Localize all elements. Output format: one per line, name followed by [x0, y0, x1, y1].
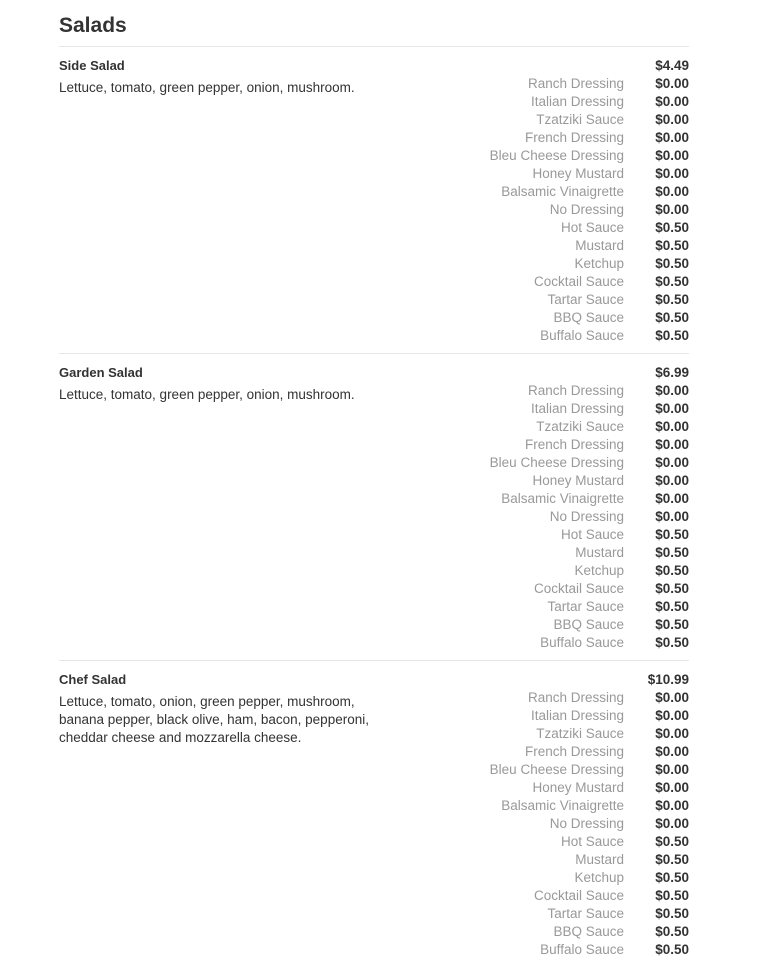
option-price: $0.50 — [655, 924, 689, 939]
option-price: $0.50 — [655, 292, 689, 307]
option-name: Ranch Dressing — [527, 76, 624, 91]
option-row[interactable] — [479, 201, 689, 219]
option-name: Italian Dressing — [530, 401, 624, 416]
option-row[interactable] — [479, 851, 689, 869]
option-row[interactable] — [479, 165, 689, 183]
option-price: $0.50 — [655, 238, 689, 253]
item-spacer — [59, 652, 689, 660]
option-row[interactable] — [479, 544, 689, 562]
menu-item-options — [479, 75, 689, 345]
option-name: Ketchup — [574, 563, 624, 578]
option-name: Honey Mustard — [532, 473, 624, 488]
menu-item-options — [479, 689, 689, 959]
menu-item-price: $10.99 — [647, 672, 689, 687]
option-row[interactable] — [479, 418, 689, 436]
option-name: Italian Dressing — [530, 94, 624, 109]
option-row[interactable] — [479, 327, 689, 345]
option-name: Buffalo Sauce — [540, 942, 624, 957]
option-price: $0.50 — [655, 888, 689, 903]
option-price: $0.50 — [655, 852, 689, 867]
option-name: Bleu Cheese Dressing — [489, 455, 624, 470]
option-price: $0.00 — [655, 437, 689, 452]
option-price: $0.00 — [655, 166, 689, 181]
option-row[interactable] — [479, 815, 689, 833]
option-name: Tartar Sauce — [547, 906, 624, 921]
option-price: $0.50 — [655, 599, 689, 614]
option-row[interactable] — [479, 779, 689, 797]
option-price: $0.50 — [655, 870, 689, 885]
option-name: BBQ Sauce — [553, 310, 624, 325]
option-name: Honey Mustard — [532, 780, 624, 795]
option-row[interactable] — [479, 869, 689, 887]
option-price: $0.00 — [655, 509, 689, 524]
menu-page — [59, 0, 689, 967]
option-price: $0.50 — [655, 617, 689, 632]
option-price: $0.00 — [655, 419, 689, 434]
option-price: $0.00 — [655, 184, 689, 199]
option-price: $0.00 — [655, 491, 689, 506]
option-row[interactable] — [479, 490, 689, 508]
menu-item[interactable] — [59, 353, 689, 660]
option-row[interactable] — [479, 291, 689, 309]
option-row[interactable] — [479, 111, 689, 129]
option-name: Mustard — [575, 852, 624, 867]
option-row[interactable] — [479, 887, 689, 905]
option-row[interactable] — [479, 472, 689, 490]
menu-item[interactable] — [59, 46, 689, 353]
option-row[interactable] — [479, 273, 689, 291]
option-price: $0.00 — [655, 816, 689, 831]
option-row[interactable] — [479, 129, 689, 147]
option-price: $0.00 — [655, 94, 689, 109]
option-name: No Dressing — [549, 816, 624, 831]
menu-item-name[interactable]: Garden Salad — [59, 365, 143, 380]
option-row[interactable] — [479, 526, 689, 544]
option-price: $0.00 — [655, 455, 689, 470]
option-price: $0.50 — [655, 274, 689, 289]
option-name: Italian Dressing — [530, 708, 624, 723]
option-name: Mustard — [575, 238, 624, 253]
option-row[interactable] — [479, 219, 689, 237]
option-name: Buffalo Sauce — [540, 328, 624, 343]
option-row[interactable] — [479, 382, 689, 400]
option-row[interactable] — [479, 707, 689, 725]
option-row[interactable] — [479, 508, 689, 526]
option-row[interactable] — [479, 634, 689, 652]
option-row[interactable] — [479, 562, 689, 580]
menu-item-name[interactable]: Side Salad — [59, 58, 125, 73]
menu-item-description: Lettuce, tomato, green pepper, onion, mushroom. — [59, 80, 355, 95]
option-price: $0.00 — [655, 780, 689, 795]
menu-item-options — [479, 382, 689, 652]
option-name: BBQ Sauce — [553, 617, 624, 632]
option-price: $0.00 — [655, 473, 689, 488]
option-price: $0.00 — [655, 798, 689, 813]
option-row[interactable] — [479, 255, 689, 273]
option-price: $0.00 — [655, 690, 689, 705]
menu-item-header — [59, 57, 689, 75]
option-row[interactable] — [479, 797, 689, 815]
option-row[interactable] — [479, 183, 689, 201]
option-price: $0.50 — [655, 581, 689, 596]
option-name: Cocktail Sauce — [533, 274, 624, 289]
menu-item-body — [59, 382, 689, 652]
option-name: Bleu Cheese Dressing — [489, 762, 624, 777]
option-price: $0.00 — [655, 112, 689, 127]
menu-item-body — [59, 75, 689, 345]
option-name: Tartar Sauce — [547, 292, 624, 307]
option-price: $0.50 — [655, 942, 689, 957]
option-name: Balsamic Vinaigrette — [501, 491, 624, 506]
menu-item-header — [59, 364, 689, 382]
option-row[interactable] — [479, 743, 689, 761]
menu-item[interactable] — [59, 660, 689, 967]
option-name: Bleu Cheese Dressing — [489, 148, 624, 163]
option-price: $0.00 — [655, 708, 689, 723]
option-row[interactable] — [479, 75, 689, 93]
menu-item-description: Lettuce, tomato, onion, green pepper, mushroom, banana pepper, black olive, ham, bacon, pepperoni, cheddar cheese and mozzarella cheese. — [59, 694, 369, 745]
menu-item-body — [59, 689, 689, 959]
option-price: $0.50 — [655, 328, 689, 343]
option-name: Ranch Dressing — [527, 690, 624, 705]
option-row[interactable] — [479, 689, 689, 707]
option-row[interactable] — [479, 93, 689, 111]
option-name: Tzatziki Sauce — [536, 419, 624, 434]
option-name: Hot Sauce — [560, 527, 624, 542]
option-name: Ketchup — [574, 870, 624, 885]
option-price: $0.00 — [655, 148, 689, 163]
option-name: Honey Mustard — [532, 166, 624, 181]
option-price: $0.00 — [655, 401, 689, 416]
option-name: French Dressing — [524, 437, 624, 452]
option-price: $0.50 — [655, 545, 689, 560]
option-price: $0.00 — [655, 383, 689, 398]
option-row[interactable] — [479, 761, 689, 779]
section-title: Salads — [59, 14, 127, 37]
option-price: $0.00 — [655, 76, 689, 91]
option-row[interactable] — [479, 833, 689, 851]
option-price: $0.50 — [655, 310, 689, 325]
option-name: Balsamic Vinaigrette — [501, 184, 624, 199]
menu-item-description: Lettuce, tomato, green pepper, onion, mushroom. — [59, 387, 355, 402]
option-row[interactable] — [479, 454, 689, 472]
option-price: $0.50 — [655, 220, 689, 235]
menu-item-price: $6.99 — [655, 365, 689, 380]
menu-item-header — [59, 671, 689, 689]
option-name: Ranch Dressing — [527, 383, 624, 398]
option-price: $0.00 — [655, 762, 689, 777]
option-price: $0.50 — [655, 834, 689, 849]
option-name: Ketchup — [574, 256, 624, 271]
menu-item-price: $4.49 — [655, 58, 689, 73]
option-name: No Dressing — [549, 509, 624, 524]
option-row[interactable] — [479, 725, 689, 743]
option-name: Hot Sauce — [560, 220, 624, 235]
option-price: $0.50 — [655, 906, 689, 921]
option-price: $0.50 — [655, 563, 689, 578]
option-name: No Dressing — [549, 202, 624, 217]
option-price: $0.00 — [655, 726, 689, 741]
menu-item-name[interactable]: Chef Salad — [59, 672, 127, 687]
option-name: Cocktail Sauce — [533, 581, 624, 596]
option-name: French Dressing — [524, 744, 624, 759]
menu-items-list — [59, 46, 689, 967]
option-row[interactable] — [479, 905, 689, 923]
option-price: $0.50 — [655, 527, 689, 542]
option-name: BBQ Sauce — [553, 924, 624, 939]
option-price: $0.50 — [655, 635, 689, 650]
option-price: $0.00 — [655, 202, 689, 217]
option-row[interactable] — [479, 941, 689, 959]
option-name: Cocktail Sauce — [533, 888, 624, 903]
option-name: Tartar Sauce — [547, 599, 624, 614]
option-name: Tzatziki Sauce — [536, 112, 624, 127]
option-name: French Dressing — [524, 130, 624, 145]
option-row[interactable] — [479, 616, 689, 634]
option-row[interactable] — [479, 436, 689, 454]
option-row[interactable] — [479, 923, 689, 941]
option-row[interactable] — [479, 400, 689, 418]
option-name: Buffalo Sauce — [540, 635, 624, 650]
option-price: $0.00 — [655, 130, 689, 145]
option-row[interactable] — [479, 598, 689, 616]
item-spacer — [59, 959, 689, 967]
option-name: Hot Sauce — [560, 834, 624, 849]
option-price: $0.00 — [655, 744, 689, 759]
option-name: Tzatziki Sauce — [536, 726, 624, 741]
option-name: Balsamic Vinaigrette — [501, 798, 624, 813]
option-name: Mustard — [575, 545, 624, 560]
item-spacer — [59, 345, 689, 353]
option-price: $0.50 — [655, 256, 689, 271]
option-row[interactable] — [479, 309, 689, 327]
option-row[interactable] — [479, 237, 689, 255]
option-row[interactable] — [479, 147, 689, 165]
option-row[interactable] — [479, 580, 689, 598]
